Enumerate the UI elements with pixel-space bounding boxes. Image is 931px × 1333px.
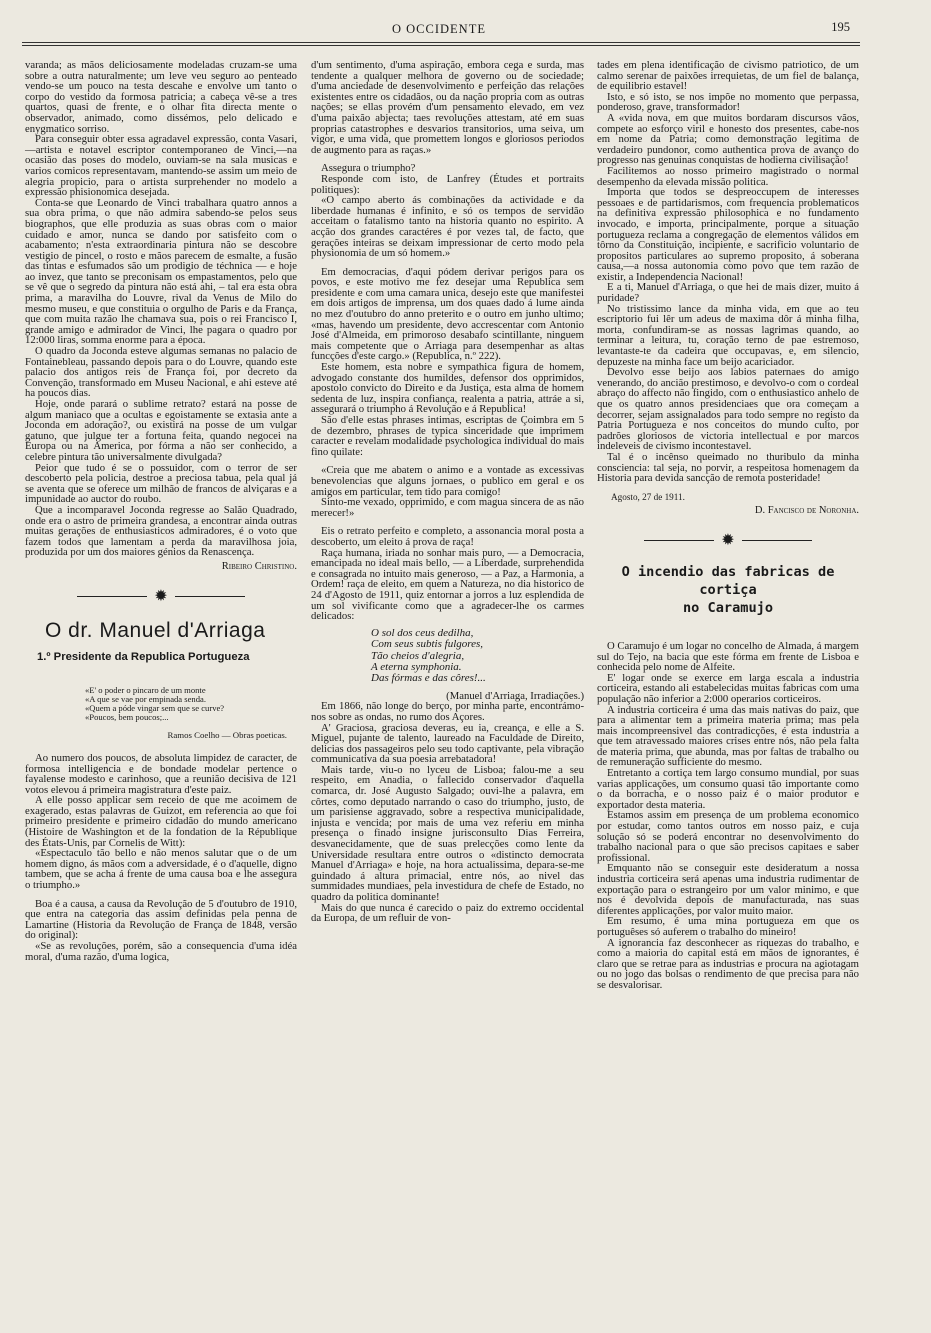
- paragraph: Este homem, esta nobre e sympathica figura de homem, advogado constante dos humildes, defensor dos opprimidos, apostolo convicto do Direito e da Justiça, esta alma de homem sedenta de luz, inspira confiança, realenta a patria, attráe a si, assegurará o triumpho á Revolução e á Republica!: [311, 361, 584, 416]
- article-title: [597, 563, 859, 617]
- paragraph: Facilitemos ao nosso primeiro magistrado o normal desempenho da elevada missão politica.: [597, 164, 859, 188]
- page-number: 195: [831, 20, 850, 34]
- poem-line: Das fórmas e das côres!...: [371, 672, 486, 685]
- paragraph: Hoje, onde parará o sublime retrato? estará na posse de algum maniaco que a ocultas e egoistamente se extasia ante a Joconda em adoração?, ou existirá na posse de um vulgar gatuno, que julgue ter a fortuna feita, quando negocei na Europa ou na America, por fórma a não ser conhecido, a celebre pintura tão universalmente divulgada?: [25, 398, 297, 463]
- epigraph: [85, 686, 297, 723]
- paragraph: Boa é a causa, a causa da Revolução de 5 d'outubro de 1910, que entra na categoria das assim definidas pela penna de Lamartine (Historia da Revolução de França de 1848, versão do original):: [25, 897, 297, 942]
- column-2: [311, 60, 584, 924]
- paragraph: A «vida nova, em que muitos bordaram discursos vãos, compete ao esforço viril e honesto dos presentes, cabe-nos em nome da Patria; como demonstração legitima de verdadeiro pundonor, como authentica prova de avanço do progresso nas genuinas conquistas de hodierna civilisação!: [597, 111, 859, 167]
- paragraph: Isto, e só isto, se nos impõe no momento que perpassa, ponderoso, grave, transformador!: [597, 90, 859, 114]
- poem-line: Tão cheios d'alegria,: [371, 649, 465, 662]
- page-header: [22, 20, 850, 40]
- poem: [371, 628, 584, 685]
- article-subtitle: 1.º Presidente da Republica Portugueza: [37, 650, 250, 663]
- paragraph: Para conseguir obter essa agradavel expressão, conta Vasari,—artista e notavel escriptor contemporaneo de Vinci,—na ocasião das poses do modelo, ouviam-se na sala musicas e varios comicos representavam, mantendo-se assim um meio de alegria propicio, para o artista surprehender no modelo a expressão phisionomica desejada.: [25, 133, 297, 199]
- quote-paragraph: «Se as revoluções, porém, são a consequencia d'uma idéa moral, d'uma razão, d'uma logica,: [25, 940, 297, 963]
- epigraph-source: Ramos Coelho — Obras poeticas.: [167, 730, 287, 741]
- paragraph: A ignorancia faz desconhecer as riquezas do trabalho, e como a maioria do capital está em mãos de ignorantes, é claro que se retrae para as industrias e procura na agiotagam ou no jogo das bolsas o rendimento de que precisa para não se desvalorisar.: [597, 936, 859, 991]
- dateline: Agosto, 27 de 1911.: [611, 491, 685, 502]
- paragraph: Raça humana, iriada no sonhar mais puro, — a Democracia, emancipada no ideal mais bello, — a Liberdade, surprehendida e consagrada no intuito mais generoso, — a Paz, a Harmonia, a Ordem! raça de eleito, em quem a Natureza, no dia historico de 24 d'Agosto de 1911, quiz entornar a jorros a luz esplendida de um sol vivificante como que a agradecer-lhe os carmes delicados:: [311, 546, 584, 623]
- author-signature: Ribeiro Christino.: [221, 560, 297, 572]
- paragraph: Em 1866, não longe do berço, por minha parte, encontrámo-nos sobre as ondas, no rumo dos Açores.: [311, 700, 584, 723]
- header-rule: [22, 42, 860, 43]
- paragraph: Em democracias, d'aqui pódem derivar perigos para os povos, e este motivo me fez desejar uma Republica sem presidente e com uma camara unica, desejo este que manifestei em dois artigos de imprensa, um dos quaes dado á lume ainda no mez d'outubro do anno preterito e o outro em junho ultimo; «mas, havendo um presidente, devo accrescentar com Antonio José d'Almeida, em primoroso desabafo scintillante, ninguem mais competente que o Arriaga para desempenhar as altas funcções d'este cargo.» (Republica, n.º 222).: [311, 265, 584, 363]
- paragraph: Devolvo esse beijo aos labios paternaes do amigo venerando, do ancião prestimoso, e devolvo-o com o cordeal abraço do affecto não fingido, com o enthusiastico anhelo de que os quatro annos presidenciaes que ora começam a decorrer, sejam assignalados para todo sempre no registo da Patria Portugueza e nos conceitos do mundo culto, por padrões gloriosos de victoria intellectual e por marcos indeleveis de civismo incontestavel.: [597, 366, 859, 453]
- ornament-rule: [77, 596, 147, 597]
- star-ornament-icon: ✹: [154, 585, 168, 605]
- poem-line: A eterna symphonia.: [371, 660, 462, 673]
- paragraph: A industria corticeira é uma das mais nativas do paiz, que para a alimentar tem a primeira materia prima; mas pela mais incompreensivel das contradicções, é esta industria a que tem atravessado maiores crises entre nós, não pela falta de materia prima, que abunda, mas por faltas de trabalho ou de remuneração sufficiente do mesmo.: [597, 703, 859, 769]
- paragraph: São d'elle estas phrases intimas, escriptas de Çoimbra em 5 de dezembro, phrases de typica sinceridade que imprimem caracter e revelam modalidade psychologica individual do mais fino quilate:: [311, 414, 584, 458]
- paragraph: Ao numero dos poucos, de absoluta limpidez de caracter, de formosa intelligencia e de bondade modelar pertence o fayalense modesto e carinhoso, que a reunião decisiva de 121 votos elevou á primeira magistratura d'este paiz.: [25, 751, 297, 796]
- paragraph: Mais do que nunca é carecido o paiz do extremo occidental da Europa, de um refluir de von-: [311, 901, 584, 925]
- paragraph: Assegura o triumpho?: [321, 162, 416, 175]
- epigraph-line: «A que se vae por empinada senda.: [85, 693, 206, 704]
- paragraph: Conta-se que Leonardo de Vinci trabalhara quatro annos a sua obra prima, o que não admira sabendo-se pelos seus biographos, que elle produzia as suas obras com o maior cuidado e amor, nunca se dando por satisfeito com o acabamento; n'esta extraordinaria pintura não se descobre vestigio de pincel, o rosto e mãos parecem de esmalte, a fusão das tintas e esfumados são um prodigio de téchnica — e hoje ao invez, que tanto se preconisam os empastamentos, pelo que se vê que o segredo da pintura não está ahi, – tal era esta obra prima, a maravilha do Louvre, rival da Venus de Milo do mesmo museu, e que constituia o orgulho de Paris e da França, que com muita razão lhe chamava sua, pois o rei Francisco I, grande amigo e admirador de Vinci, lhe pagara o quadro por 12:000 liras, somma enorme para a época.: [25, 196, 297, 347]
- epigraph-line: «E' o poder o pincaro de um monte: [85, 684, 206, 695]
- paragraph: Mais tarde, viu-o no lyceu de Lisboa; falou-me a seu respeito, em Anadia, o fallecido conservador d'aquella comarca, dr. José Augusto Salgado; ouvi-lhe a palavra, em côrtes, como deputado narrando o caso do triumpho, justo, de um parisiense aggravado, sobre a respectiva municipalidade, injusta e vencida; por mais de uma vez referiu em minha presença o finado insigne jurisconsulto Dias Ferreira, desvanecidamente, que de suas prelecções como lente da Universidade resultara entre outros o «distincto democrata Manuel d'Arriaga» e hoje, na hora actualissima, depara-se-me guindado á altura primacial, entre nós, ao nivel das summidades mundiaes, pela investidura de chefe de Estado, no quadro da politica dominante!: [311, 763, 584, 903]
- article-title: O dr. Manuel d'Arriaga: [45, 618, 266, 642]
- paragraph: A elle posso applicar sem receio de que me acoimem de exagerado, estas palavras de Guizot, em referencia ao que foi primeiro presidente e primeiro cidadão do mundo americano (Histoire de Washington et de la fondation de la République des États-Unis, par Cornelis de Witt):: [25, 794, 297, 849]
- paragraph: Entretanto a cortiça tem largo consumo mundial, por suas varias applicações, um consumo quasi tão importante como o da borracha, e o nosso paiz é o maior produtor e exportador desta materia.: [597, 767, 859, 811]
- paragraph: O quadro da Joconda esteve algumas semanas no palacio de Fontainebleau, passando depois para o do Louvre, quando este palacio dos antigos reis de França foi, por decreto da Convenção, transformado em Museu Nacional, e ahi esteve até ha poucos dias.: [25, 345, 297, 400]
- paragraph: varanda; as mãos deliciosamente modeladas cruzam-se uma sobre a outra naturalmente; um leve veu seguro ao penteado vendo-se um pouco na testa descahe e envolve um tanto o corpo do vestido da formosa patricia; a cabeça vê-se a tres quartos, quasi de frente, e o olhar fita directa mente o observador, animado, como dissémos, pelo delicado e enygmatico sorriso.: [25, 59, 297, 135]
- paragraph: Eis o retrato perfeito e completo, a assonancia moral posta a descoberto, um eleito á prova de raça!: [311, 525, 584, 548]
- poem-line: Com seus subtis fulgores,: [371, 638, 484, 651]
- paragraph: d'um sentimento, d'uma aspiração, embora cega e surda, mas tendente a qualquer melhora de governo ou de sociedade; d'uma anciedade de desenvolvimento e perfeição das relações existentes entre os cidadãos, ou da nação propria com as outras nações; se ellas provém d'um pensamento elevado, em vez d'uma paixão abjecta; taes revoluções attestam, até em suas proprias catastrophes e desvarios transitorios, uma seiva, um vigor, e uma vida, que promettem longos e gloriosos periodos de augmento para as raças.»: [311, 59, 584, 156]
- paragraph: No tristissimo lance da minha vida, em que ao teu escriptorio fui lêr um adeus de maxima dôr á minha filha, morta, confundiram-se as nossas lagrimas quando, ao terminar a leitura, tu, coração terno de pae estremoso, levantaste-te da cadeira que occupavas, e, em silencio, depuzeste na minha face um beijo acariciador.: [597, 302, 859, 368]
- paragraph: E a ti, Manuel d'Arriaga, o que hei de mais dizer, muito á puridade?: [597, 281, 859, 305]
- quote-paragraph: «Espectaculo tão bello e não menos salutar que o de um homem digno, ás mãos com a adversidade, é o d'aquelle, digno tambem, que se acha á frente de uma causa boa e lhe assegura o triumpho.»: [25, 847, 297, 892]
- star-ornament-icon: ✹: [721, 529, 735, 549]
- header-rule-double: [22, 45, 860, 46]
- column-1: [25, 60, 297, 962]
- paragraph: E' logar onde se exerce em larga escala a industria corticeira, estando ali estabelecidas muitas fabricas com uma população não inferior a 2:000 operarios corticeiros.: [597, 671, 859, 705]
- paragraph: Estamos assim em presença de um problema economico por estudar, como tantos outros em nosso paiz, e cuja solução só se poderá encontrar no desenvolvimento do trabalho nacional para o que são precisos capitaes e saber profissional.: [597, 809, 859, 864]
- publication-title: O OCCIDENTE: [392, 22, 486, 36]
- paragraph: A' Graciosa, graciosa deveras, eu ia, creança, e elle a S. Miguel, pujante de talento, laureado na Faculdade de Direito, delicias dos passageiros pelo seu todo captivante, pela vibração communicativa da sua poesia arrebatadora!: [311, 721, 584, 766]
- paragraph: Importa que todos se despreoccupem de interesses pessoaes e de partidarismos, com frequencia problematicos na definitiva expressão philosophica e no fundamento invocado, e importa, principalmente, porque a situação portugueza reclama a congregação de elementos válidos em tôrno da Constituição, incipiente, e sacrificio voluntario de propositos particulares ao supremo proposito, á soberana causa,—a nossa autonomia como povo que tem razão de existir, a Independencia Nacional!: [597, 186, 859, 283]
- section-ornament: [25, 585, 297, 605]
- epigraph-line: «Quem a póde vingar sem que se curve?: [85, 702, 225, 713]
- paragraph: tades em plena identificação de civismo patriotico, de um calmo serenar de paixões irrequietas, de um fiel de balança, de equilibrio estavel!: [597, 59, 859, 93]
- article-title-line: O incendio das fabricas de cortiça: [621, 563, 835, 598]
- author-signature: D. Fancisco de Noronha.: [754, 505, 859, 517]
- paragraph: Em resumo, é uma mina portugueza em que os portuguêses só auferem o trabalho do mineiro!: [597, 915, 859, 938]
- quote-paragraph: «Creia que me abatem o animo e a vontade as excessivas benevolencias que alguns jornaes, o publico em geral e os amigos em particular, tem tido para comigo!: [311, 464, 584, 498]
- article-title-line: no Caramujo: [682, 599, 774, 616]
- paragraph: O Caramujo é um logar no concelho de Almada, á margem sul do Tejo, na bacia que este fórma em frente de Lisboa e conhecida pelo nome de Alfeite.: [597, 639, 859, 674]
- paragraph: Emquanto não se conseguir este desideratum a nossa industria corticeira será apenas uma industria rudimentar de exportação para o estrangeiro por um valor minimo, e que nos é devolvida depois de manufacturada, nas suas diferentes applicações, por valor muito maior.: [597, 862, 859, 917]
- section-ornament: [597, 529, 859, 549]
- ornament-rule: [175, 596, 245, 597]
- ornament-rule: [644, 540, 714, 541]
- paragraph: Que a incomparavel Joconda regresse ao Salão Quadrado, onde era o astro de primeira grandesa, a encontrar ainda outras muitas gerações de enthusiasticos admiradores, é o voto que fazem todos que lamentam a perda da maravilhosa joia, produzida por um dos maiores génios da Renascença.: [25, 503, 297, 559]
- quote-paragraph: Sinto-me vexado, opprimido, e com magua sincera de as não merecer!»: [311, 496, 584, 519]
- poem-line: O sol dos ceus dedilha,: [371, 626, 474, 639]
- paragraph: Responde com isto, de Lanfrey (Études et portraits politiques):: [311, 172, 584, 196]
- epigraph-line: «Poucos, bem poucos;...: [85, 712, 169, 723]
- quote-paragraph: «O campo aberto ás combinações da actividade e da liberdade humanas é infinito, e só os tempos de servidão acceitam o fatalismo tanto na historia quanto no espirito. A acção dos grandes caractéres é por vezes tal, de facto, que gerações inteiras se deixam impressionar de certo modo pela physionomia de um só homem.»: [311, 194, 584, 260]
- paragraph: Peior que tudo é se o possuidor, com o terror de ser descoberto pela policia, destroe a preciosa tabua, pela qual já se aventa que se oferece um milhão de francos de alviçaras e a impunidade ao auctor do roubo.: [25, 461, 297, 506]
- poem-source: (Manuel d'Arriaga, Irradiações.): [446, 689, 584, 702]
- paragraph: Tal é o incênso queimado no thuribulo da minha consciencia: tal seja, no porvir, a respeitosa homenagem da Historia para devida sancção de remota posteridade!: [597, 450, 859, 485]
- column-3: [597, 60, 859, 991]
- ornament-rule: [742, 540, 812, 541]
